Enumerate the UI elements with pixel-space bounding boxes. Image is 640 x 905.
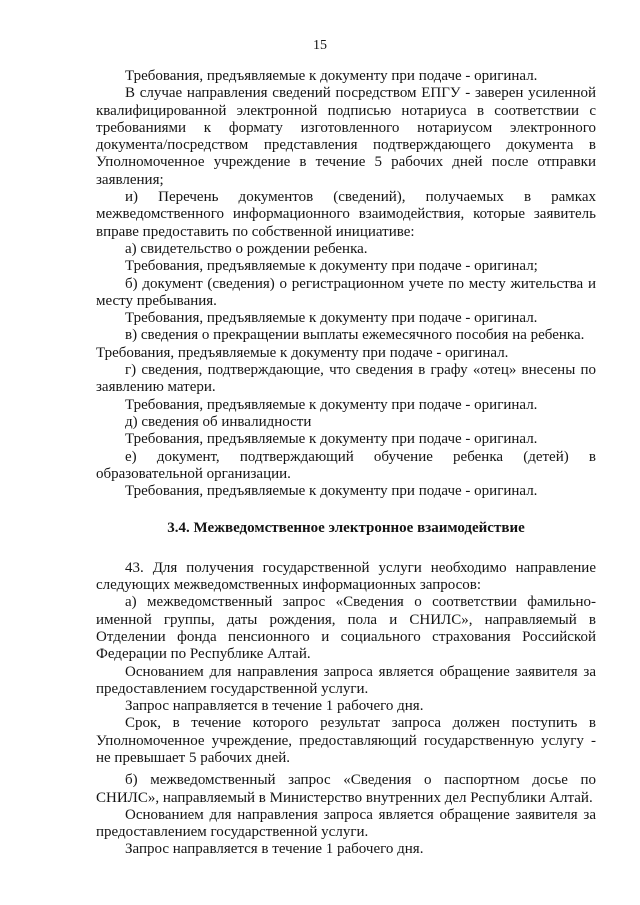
document-body [96, 68, 596, 859]
paragraph: В случае направления сведений посредством ЕПГУ - заверен усиленной квалифицированной электронной подписью нотариуса в соответствии с требованиями к формату изготовленного нотариусом электронного документа/посредством представления подтверждающего документа в Уполномоченное учреждение в течение 5 рабочих дней после отправки заявления; [96, 85, 596, 188]
paragraph: Основанием для направления запроса является обращение заявителя за предоставлением государственной услуги. [96, 806, 596, 841]
paragraph: Запрос направляется в течение 1 рабочего дня. [125, 841, 424, 858]
paragraph: и) Перечень документов (сведений), получаемых в рамках межведомственного информационного взаимодействия, которые заявитель вправе предоставить по собственной инициативе: [96, 189, 596, 240]
paragraph: Срок, в течение которого результат запроса должен поступить в Уполномоченное учреждение, предоставляющий государственную услугу - не превышает 5 рабочих дней. [96, 715, 596, 766]
paragraph: а) межведомственный запрос «Сведения о соответствии фамильно-именной группы, даты рождения, пола и СНИЛС», направляемый в Отделении фонда пенсионного и социального страхования Российской Федерации по Республике Алтай. [96, 594, 596, 663]
paragraph: Требования, предъявляемые к документу при подаче - оригинал. [125, 396, 538, 413]
paragraph: а) свидетельство о рождении ребенка. [125, 240, 368, 257]
paragraph: б) документ (сведения) о регистрационном учете по месту жительства и месту пребывания. [96, 275, 596, 309]
paragraph: Требования, предъявляемые к документу при подаче - оригинал. [96, 344, 509, 361]
paragraph: Запрос направляется в течение 1 рабочего дня. [125, 698, 424, 715]
paragraph: Требования, предъявляемые к документу при подаче - оригинал; [125, 258, 538, 275]
paragraph: в) сведения о прекращении выплаты ежемесячного пособия на ребенка. [125, 327, 585, 344]
paragraph: г) сведения, подтверждающие, что сведения в графу «отец» внесены по заявлению матери. [96, 362, 596, 396]
paragraph: б) межведомственный запрос «Сведения о паспортном досье по СНИЛС», направляемый в Министерство внутренних дел Республики Алтай. [96, 772, 596, 806]
section-heading: 3.4. Межведомственное электронное взаимодействие [167, 520, 525, 537]
paragraph: Требования, предъявляемые к документу при подаче - оригинал. [125, 68, 538, 84]
paragraph: е) документ, подтверждающий обучение ребенка (детей) в образовательной организации. [96, 448, 596, 482]
page-number: 15 [313, 38, 327, 53]
paragraph: Основанием для направления запроса является обращение заявителя за предоставлением государственной услуги. [96, 663, 596, 697]
paragraph: 43. Для получения государственной услуги необходимо направление следующих межведомственных информационных запросов: [96, 559, 596, 594]
paragraph: Требования, предъявляемые к документу при подаче - оригинал. [125, 431, 538, 448]
paragraph: д) сведения об инвалидности [125, 413, 312, 430]
paragraph: Требования, предъявляемые к документу при подаче - оригинал. [125, 310, 538, 327]
paragraph: Требования, предъявляемые к документу при подаче - оригинал. [125, 483, 538, 500]
